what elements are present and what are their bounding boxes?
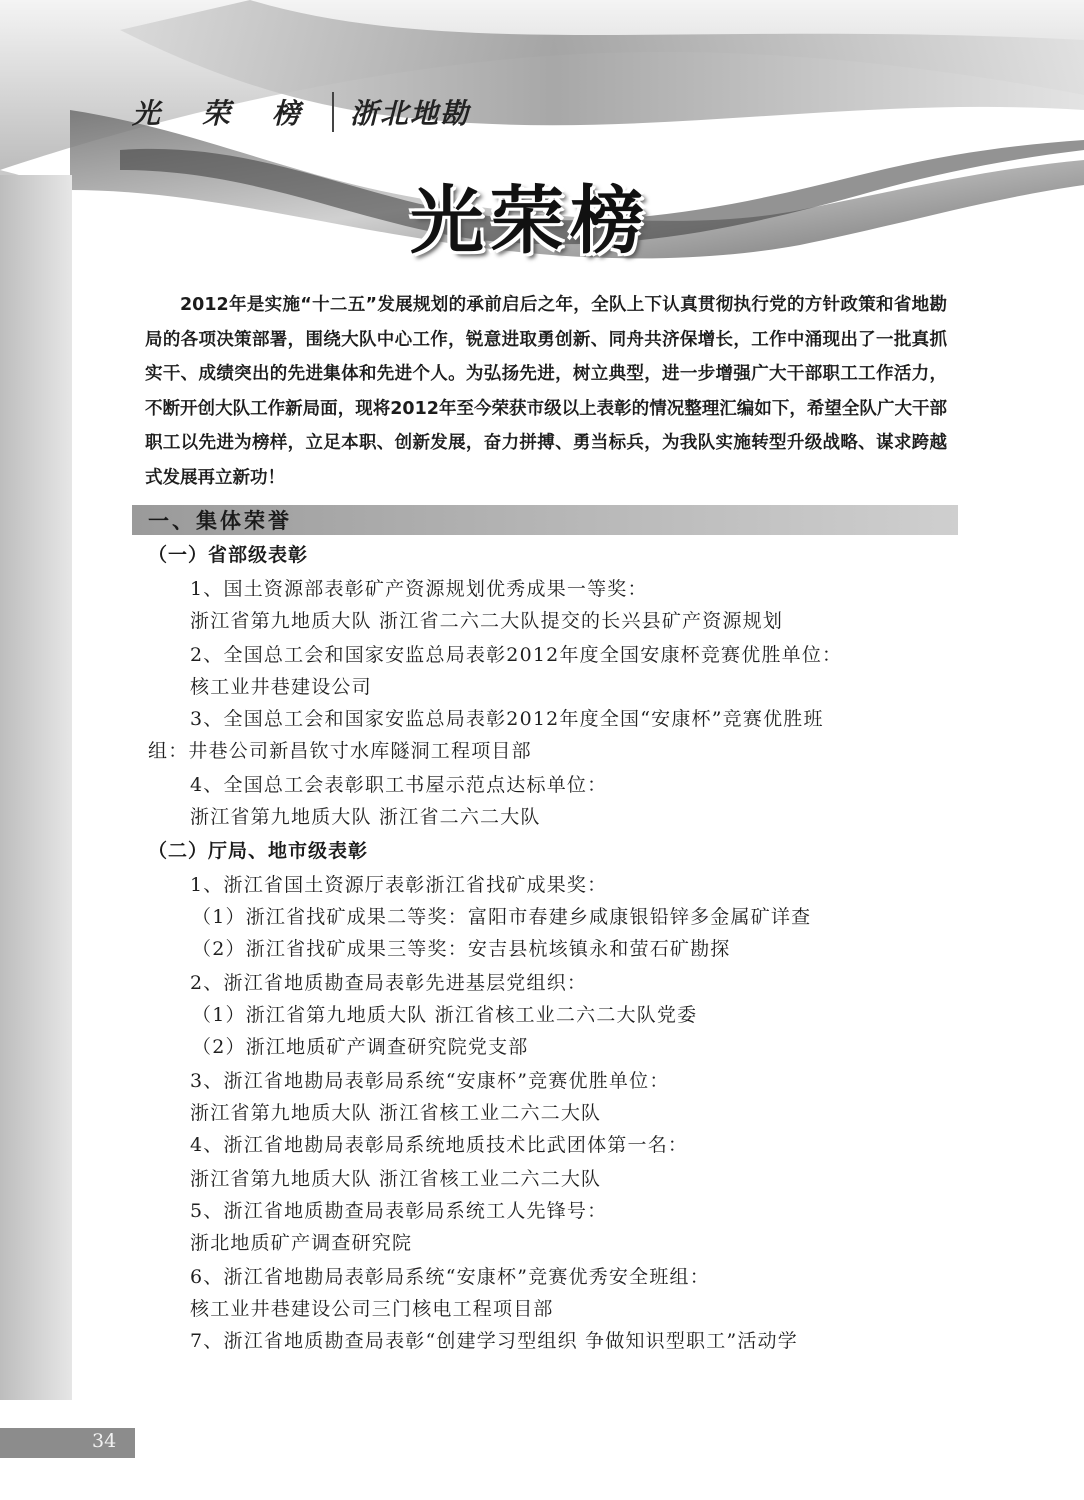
intro-paragraph: 2012年是实施“十二五”发展规划的承前启后之年，全队上下认真贯彻执行党的方针政策和省地勘局的各项决策部署，围绕大队中心工作，锐意进取勇创新、同舟共济保增长，工作中涌现出了一批真抓实干、成绩突出的先进集体和先进个人。为弘扬先进，树立典型，进一步增强广大干部职工工作活力，不断开创大队工作新局面，现将2012年至今荣获市级以上表彰的情况整理汇编如下，希望全队广大干部职工以先进为榜样，立足本职、创新发展，奋力拼搏、勇当标兵，为我队实施转型升级战略、谋求跨越式发展再立新功！ bbox=[145, 295, 947, 488]
list-item: 2、浙江省地质勘查局表彰先进基层党组织： bbox=[190, 972, 588, 994]
subsection-title: （二）厅局、地市级表彰 bbox=[148, 840, 369, 862]
left-side-band bbox=[0, 175, 72, 1400]
header-tag-char: 榜 bbox=[272, 97, 301, 130]
page-title: 光荣榜 bbox=[410, 178, 650, 264]
page-number-tab bbox=[0, 1428, 135, 1458]
list-item: （2）浙江省找矿成果三等奖：安吉县杭垓镇永和萤石矿勘探 bbox=[192, 938, 731, 960]
list-item: 6、浙江省地勘局表彰局系统“安康杯”竞赛优秀安全班组： bbox=[190, 1266, 710, 1288]
list-item: 5、浙江省地质勘查局表彰局系统工人先锋号： bbox=[190, 1200, 608, 1222]
list-item: 浙江省第九地质大队 浙江省核工业二六二大队 bbox=[190, 1102, 602, 1124]
list-item: 浙江省第九地质大队 浙江省核工业二六二大队 bbox=[190, 1168, 602, 1190]
header-unit-name: 浙北地勘 bbox=[350, 97, 471, 130]
list-item: 7、浙江省地质勘查局表彰“创建学习型组织 争做知识型职工”活动学 bbox=[190, 1330, 798, 1352]
list-item: 核工业井巷建设公司三门核电工程项目部 bbox=[190, 1298, 554, 1320]
header-tags bbox=[132, 92, 470, 132]
list-item: 1、国土资源部表彰矿产资源规划优秀成果一等奖： bbox=[190, 578, 648, 600]
list-item: 浙江省第九地质大队 浙江省二六二大队 bbox=[190, 806, 541, 828]
list-item: （1）浙江省第九地质大队 浙江省核工业二六二大队党委 bbox=[192, 1004, 698, 1026]
list-item: 3、浙江省地勘局表彰局系统“安康杯”竞赛优胜单位： bbox=[190, 1070, 670, 1092]
list-item: 4、全国总工会表彰职工书屋示范点达标单位： bbox=[190, 774, 608, 796]
list-item: （1）浙江省找矿成果二等奖：富阳市春建乡咸康银铅锌多金属矿详查 bbox=[192, 906, 812, 928]
subsection-title: （一）省部级表彰 bbox=[148, 544, 309, 566]
list-item: 核工业井巷建设公司 bbox=[190, 676, 372, 698]
list-item: 3、全国总工会和国家安监总局表彰2012年度全国“安康杯”竞赛优胜班 bbox=[190, 708, 824, 730]
list-item: 1、浙江省国土资源厅表彰浙江省找矿成果奖： bbox=[190, 874, 608, 896]
list-item: 组：井巷公司新昌钦寸水库隧洞工程项目部 bbox=[148, 740, 532, 762]
header-tag-char: 荣 bbox=[202, 97, 231, 130]
list-item: （2）浙江地质矿产调查研究院党支部 bbox=[192, 1036, 529, 1058]
section-title: 一、集体荣誉 bbox=[148, 509, 292, 533]
list-item: 4、浙江省地勘局表彰局系统地质技术比武团体第一名： bbox=[190, 1134, 689, 1156]
header-tag-char: 光 bbox=[132, 97, 161, 130]
list-item: 浙江省第九地质大队 浙江省二六二大队提交的长兴县矿产资源规划 bbox=[190, 610, 784, 632]
header-divider bbox=[332, 92, 334, 132]
list-item: 浙北地质矿产调查研究院 bbox=[190, 1232, 413, 1254]
list-item: 2、全国总工会和国家安监总局表彰2012年度全国安康杯竞赛优胜单位： bbox=[190, 644, 843, 666]
page-number: 34 bbox=[92, 1430, 117, 1452]
